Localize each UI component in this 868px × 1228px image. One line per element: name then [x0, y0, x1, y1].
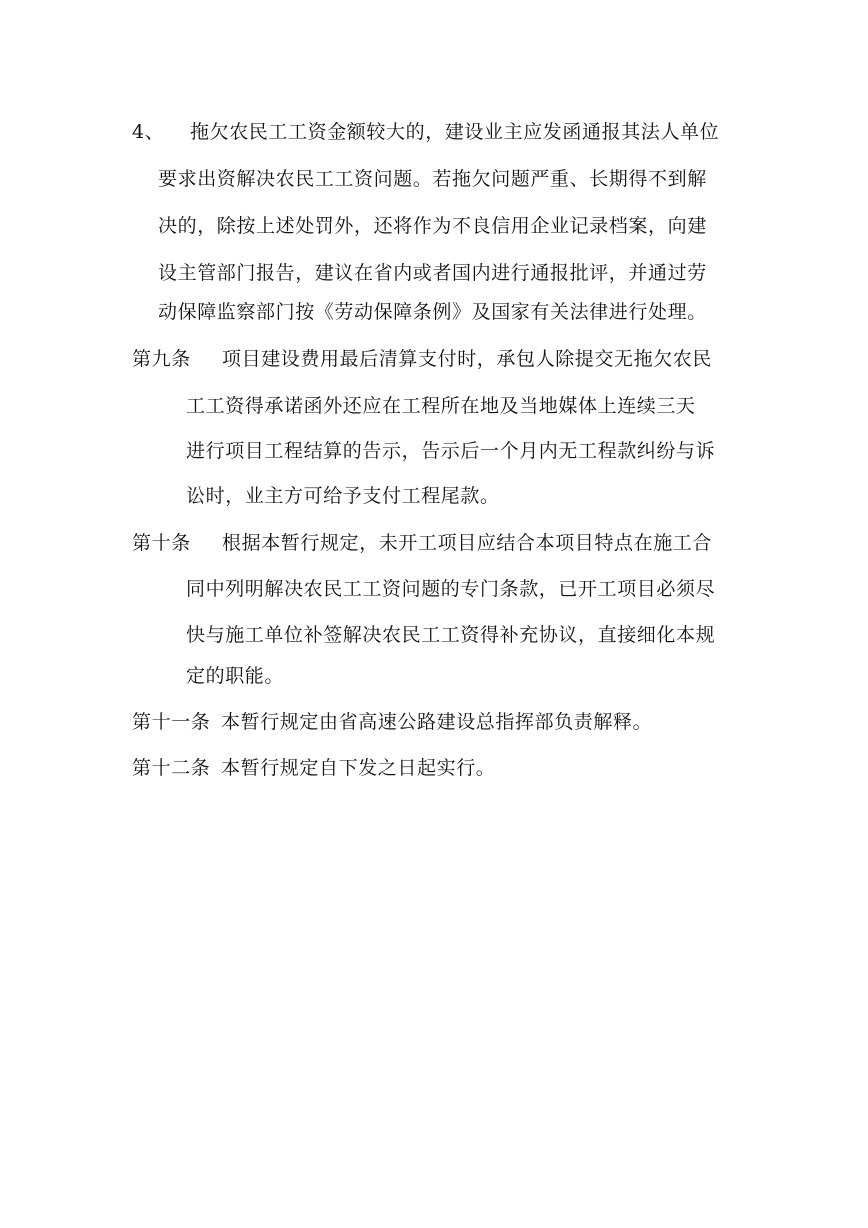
article-9-line: 项目建设费用最后清算支付时，承包人除提交无拖欠农民 — [222, 348, 713, 370]
item-4-line: 设主管部门报告，建议在省内或者国内进行通报批评，并通过劳 — [158, 262, 707, 284]
article-10-line: 根据本暂行规定，未开工项目应结合本项目特点在施工合 — [222, 532, 713, 554]
article-9-line: 进行项目工程结算的告示，告示后一个月内无工程款纠纷与诉 — [186, 440, 716, 462]
article-10-line: 快与施工单位补签解决农民工工资得补充协议，直接细化本规 — [186, 624, 716, 646]
article-12-heading: 第十二条 — [132, 757, 211, 779]
article-11-heading: 第十一条 — [132, 711, 211, 733]
article-9-heading: 第九条 — [132, 348, 191, 370]
item-4-line: 拖欠农民工工资金额较大的，建设业主应发函通报其法人单位 — [190, 121, 720, 143]
item-4-line: 动保障监察部门按《劳动保障条例》及国家有关法律进行处理。 — [158, 301, 707, 323]
article-10-heading: 第十条 — [132, 532, 191, 554]
item-4-line: 决的，除按上述处罚外，还将作为不良信用企业记录档案，向建 — [158, 215, 707, 237]
item-4-marker: 4、 — [132, 121, 165, 143]
article-9-line: 讼时，业主方可给予支付工程尾款。 — [186, 485, 500, 507]
article-10-line: 同中列明解决农民工工资问题的专门条款，已开工项目必须尽 — [186, 578, 716, 600]
article-9-line: 工工资得承诺函外还应在工程所在地及当地媒体上连续三天 — [186, 395, 696, 417]
item-4-line: 要求出资解决农民工工资问题。若拖欠问题严重、长期得不到解 — [158, 168, 707, 190]
article-10-line: 定的职能。 — [186, 665, 285, 687]
article-12-text: 本暂行规定自下发之日起实行。 — [221, 757, 496, 779]
article-11-text: 本暂行规定由省高速公路建设总指挥部负责解释。 — [221, 711, 653, 733]
